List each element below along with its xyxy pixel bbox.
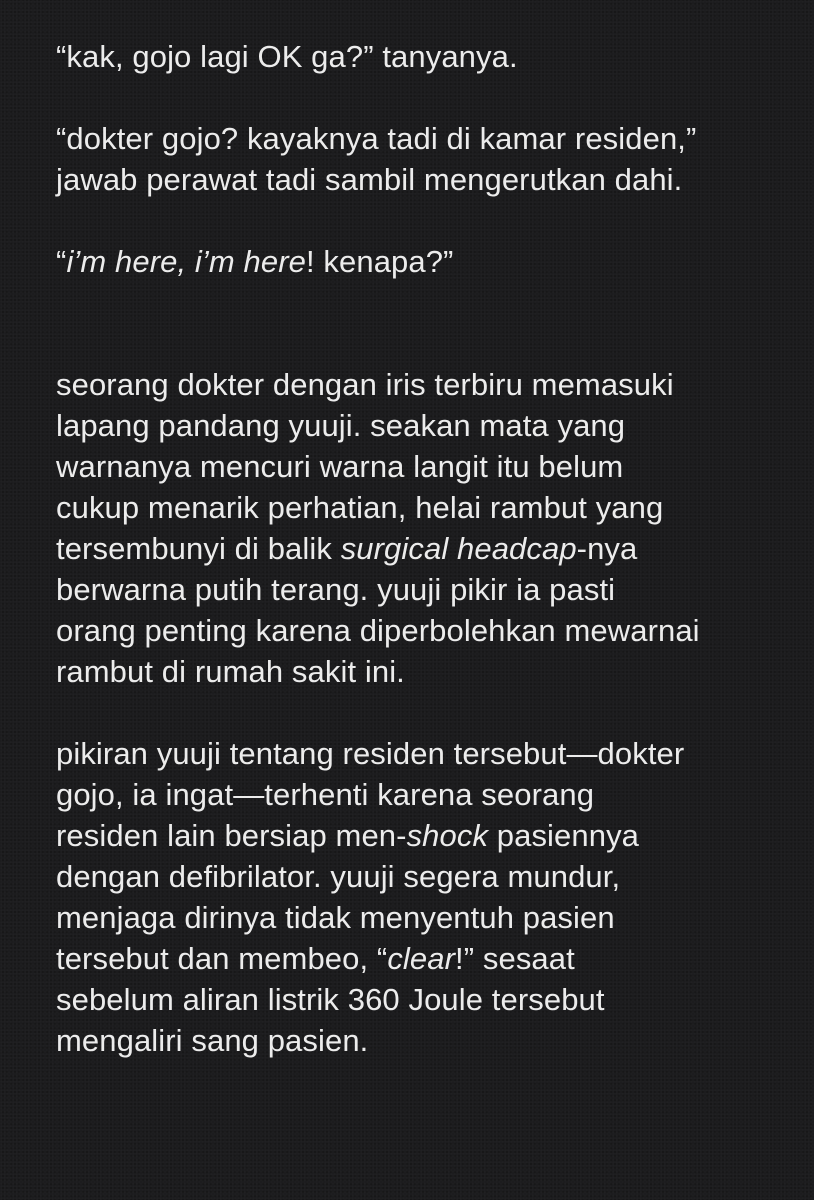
text-fragment: ! kenapa?” xyxy=(305,244,454,279)
text-fragment: !” sesaat xyxy=(455,941,575,976)
text-line: sebelum aliran listrik 360 Joule tersebut xyxy=(56,982,605,1017)
text-fragment: pasiennya xyxy=(488,818,640,853)
paragraph-2 xyxy=(56,118,774,200)
text-line: “dokter gojo? kayaknya tadi di kamar residen,” xyxy=(56,121,697,156)
text-line: gojo, ia ingat—terhenti karena seorang xyxy=(56,777,595,812)
text-line: seorang dokter dengan iris terbiru memasuki xyxy=(56,367,674,402)
paragraph-1 xyxy=(56,36,774,77)
text-line: dengan defibrilator. yuuji segera mundur, xyxy=(56,859,621,894)
text-line xyxy=(56,815,774,856)
italic-phrase: surgical headcap xyxy=(340,531,577,566)
text-fragment: tersembunyi di balik xyxy=(56,531,341,566)
text-line: pikiran yuuji tentang residen tersebut—dokter xyxy=(56,736,685,771)
text-line: rambut di rumah sakit ini. xyxy=(56,654,405,689)
text-line xyxy=(56,241,774,282)
text-line: cukup menarik perhatian, helai rambut yang xyxy=(56,490,664,525)
text-fragment: tersebut dan membeo, “ xyxy=(56,941,388,976)
text-line xyxy=(56,938,774,979)
paragraph-5 xyxy=(56,733,774,1061)
paragraph-3 xyxy=(56,241,774,282)
text-line xyxy=(56,528,774,569)
text-line: orang penting karena diperbolehkan mewarnai xyxy=(56,613,700,648)
text-line: lapang pandang yuuji. seakan mata yang xyxy=(56,408,626,443)
text-line: mengaliri sang pasien. xyxy=(56,1023,369,1058)
text-line: menjaga dirinya tidak menyentuh pasien xyxy=(56,900,615,935)
text-line: berwarna putih terang. yuuji pikir ia pasti xyxy=(56,572,616,607)
italic-phrase: clear xyxy=(387,941,456,976)
italic-phrase: shock xyxy=(406,818,489,853)
text-line: warnanya mencuri warna langit itu belum xyxy=(56,449,624,484)
text-line: jawab perawat tadi sambil mengerutkan dahi. xyxy=(56,162,683,197)
text-fragment: -nya xyxy=(576,531,638,566)
quote-mark: “ xyxy=(56,244,67,279)
italic-phrase: i’m here, i’m here xyxy=(66,244,306,279)
paragraph-4 xyxy=(56,364,774,692)
text-fragment: residen lain bersiap men- xyxy=(56,818,407,853)
text-line: “kak, gojo lagi OK ga?” tanyanya. xyxy=(56,39,518,74)
